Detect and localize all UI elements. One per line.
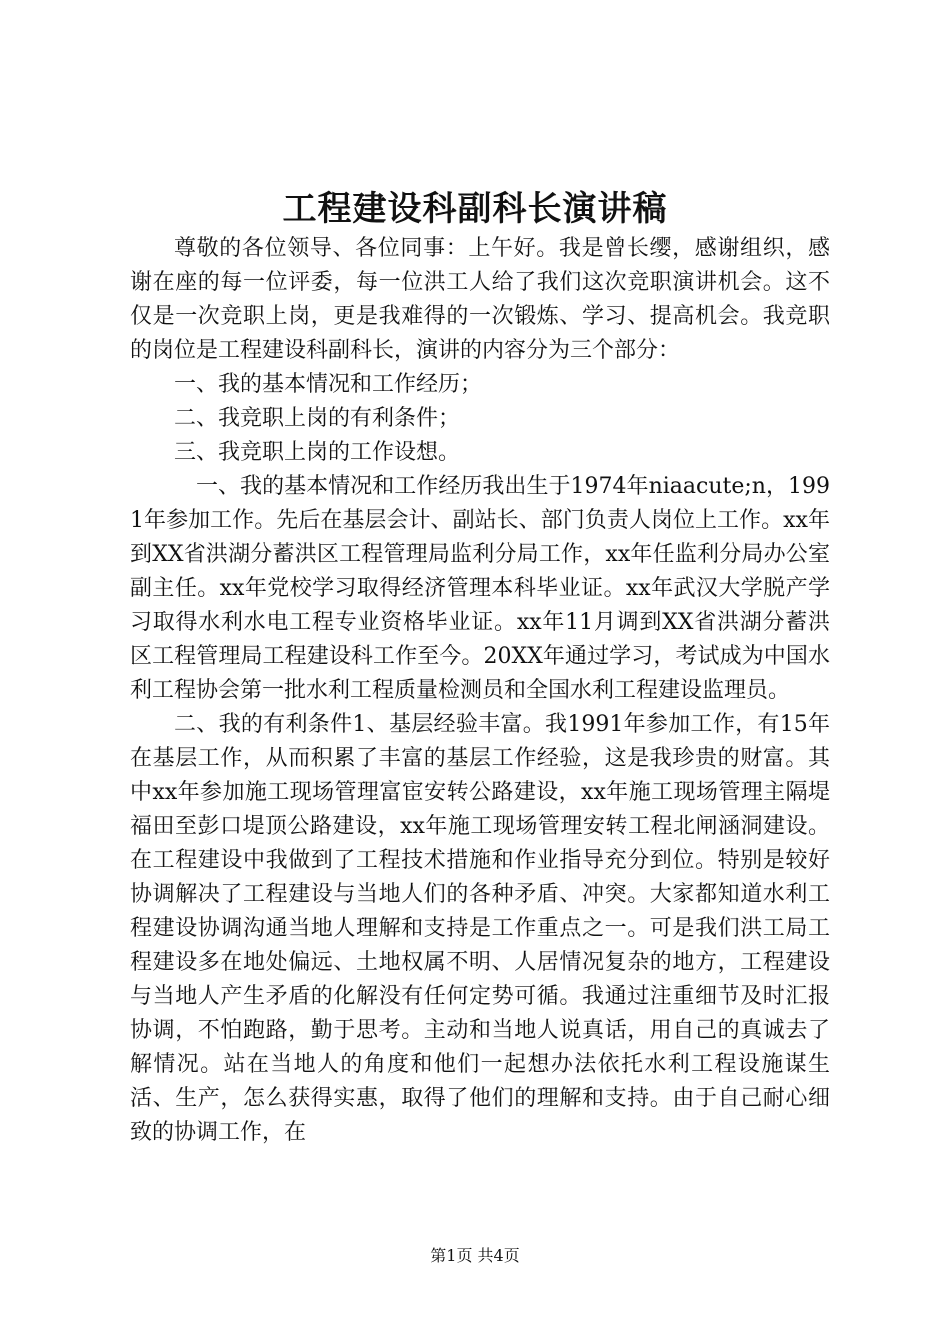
paragraph-outline-2: 二、我竞职上岗的有利条件；: [174, 406, 461, 431]
paragraph-greeting: 尊敬的各位领导、各位同事：上午好。我是曾长缨，感谢组织，感谢在座的每一位评委，每一位洪工人给了我们这次竞职演讲机会。这不仅是一次竞职上岗，更是我难得的一次锻炼、学习、提高机会。我竞职的岗位是工程建设科副科长，演讲的内容分为三个部分：: [130, 236, 830, 363]
paragraph-advantages: 二、我的有利条件1、基层经验丰富。我1991年参加工作，有15年在基层工作，从而积累了丰富的基层工作经验，这是我珍贵的财富。其中xx年参加施工现场管理富宦安转公路建设，xx年施工现场管理主隔堤福田至彭口堤顶公路建设，xx年施工现场管理安转工程北闸涵洞建设。在工程建设中我做到了工程技术措施和作业指导充分到位。特别是较好协调解决了工程建设与当地人们的各种矛盾、冲突。大家都知道水利工程建设协调沟通当地人理解和支持是工作重点之一。可是我们洪工局工程建设多在地处偏远、土地权属不明、人居情况复杂的地方，工程建设与当地人产生矛盾的化解没有任何定势可循。我通过注重细节及时汇报协调，不怕跑路，勤于思考。主动和当地人说真话，用自己的真诚去了解情况。站在当地人的角度和他们一起想办法依托水利工程设施谋生活、生产，怎么获得实惠，取得了他们的理解和支持。由于自己耐心细致的协调工作，在: [130, 712, 830, 1145]
paragraph-background: 一、我的基本情况和工作经历我出生于1974年niaacute;n，1991年参加工作。先后在基层会计、副站长、部门负责人岗位上工作。xx年到XX省洪湖分蓄洪区工程管理局监利分局工作，xx年任监利分局办公室副主任。xx年党校学习取得经济管理本科毕业证。xx年武汉大学脱产学习取得水利水电工程专业资格毕业证。xx年11月调到XX省洪湖分蓄洪区工程管理局工程建设科工作至今。20XX年通过学习，考试成为中国水利工程协会第一批水利工程质量检测员和全国水利工程建设监理员。: [130, 474, 830, 703]
page-number-footer: 第1页 共4页: [430, 1246, 520, 1265]
paragraph-outline-1: 一、我的基本情况和工作经历；: [174, 372, 483, 397]
document-title: 工程建设科副科长演讲稿: [282, 189, 668, 229]
paragraph-outline-3: 三、我竞职上岗的工作设想。: [174, 440, 461, 465]
document-body: [130, 232, 830, 1150]
